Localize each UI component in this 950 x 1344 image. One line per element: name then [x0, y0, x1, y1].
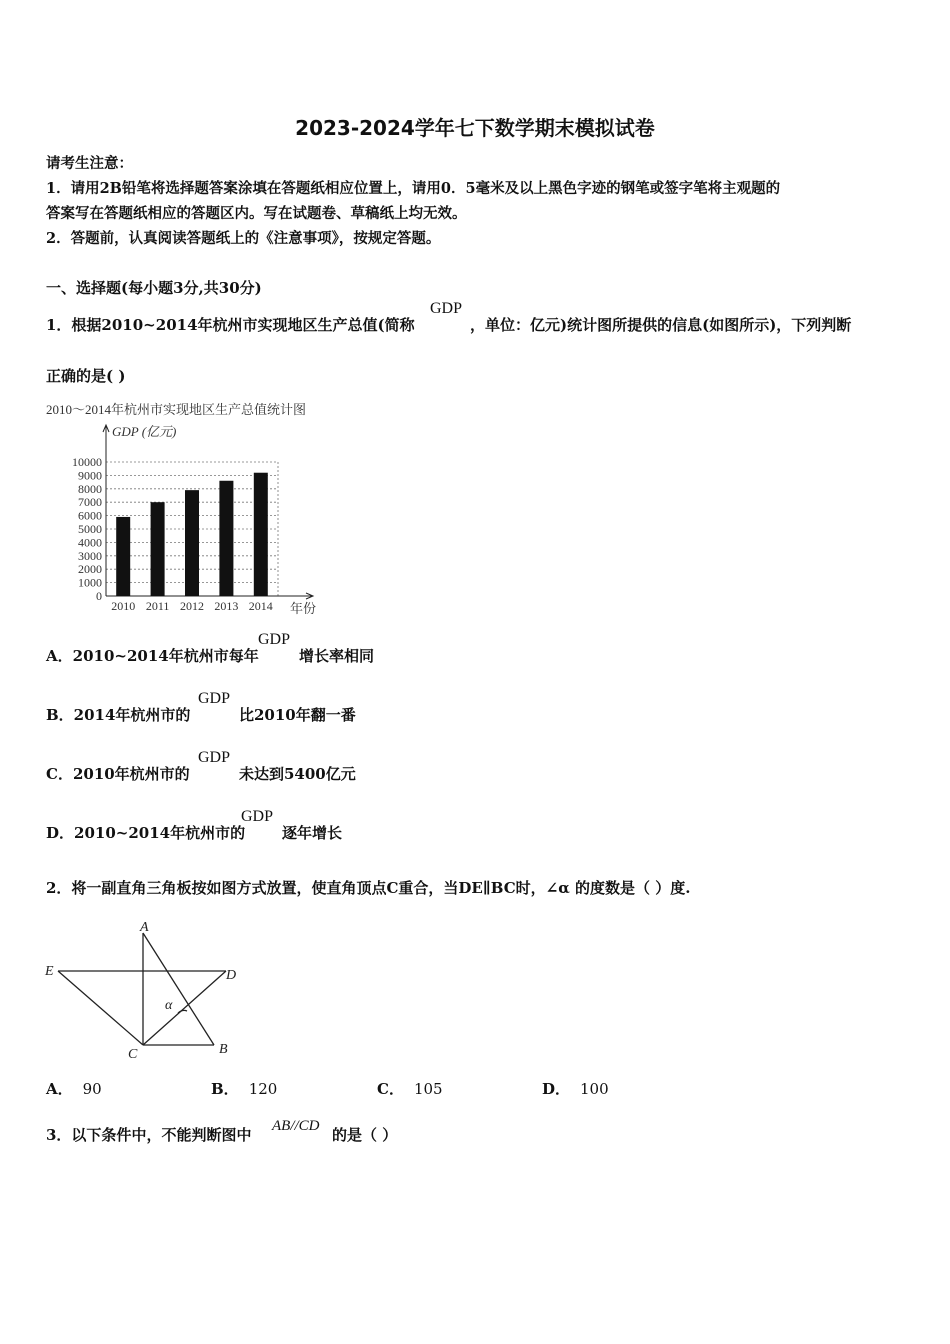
- q1-option-a-post: 增长率相同: [299, 647, 375, 665]
- q2-option-b-letter: B．: [211, 1080, 239, 1098]
- bar-2012: [185, 490, 199, 596]
- y-tick-label: 2000: [78, 562, 102, 577]
- segment-ec: [58, 971, 143, 1045]
- point-e-label: E: [45, 964, 54, 979]
- y-tick-label: 3000: [78, 548, 102, 563]
- q1-option-d-pre: D．2010~2014年杭州市的: [46, 824, 246, 842]
- q1-gdp-term: GDP: [430, 300, 463, 317]
- q1-option-a-pre: A．2010~2014年杭州市每年: [46, 647, 259, 665]
- q1-option-b-pre: B．2014年杭州市的: [46, 706, 191, 724]
- bar-2011: [151, 502, 165, 596]
- q2-stem: 2．将一副直角三角板按如图方式放置，使直角顶点C重合，当DE∥BC时，∠α 的度数是（ ）度.: [46, 879, 691, 897]
- segment-ab: [143, 933, 214, 1045]
- q2-option-a-value: 90: [82, 1080, 102, 1098]
- segment-dc: [143, 971, 226, 1045]
- bar-2013: [219, 481, 233, 596]
- bar-2014: [254, 473, 268, 596]
- y-tick-label: 1000: [78, 575, 102, 590]
- bar-2010: [116, 517, 130, 596]
- q2-option-a[interactable]: [46, 1078, 102, 1099]
- q2-option-c-letter: C．: [377, 1080, 404, 1098]
- x-tick-label: 2011: [145, 599, 170, 613]
- q1-option-d-gdp: GDP: [241, 808, 274, 825]
- gdp-bar-chart: [40, 398, 350, 618]
- q3-math-expression: AB//CD: [272, 1118, 320, 1134]
- y-tick-label: 4000: [78, 535, 102, 550]
- notice-line-1: 1．请用2B铅笔将选择题答案涂填在答题纸相应位置上，请用0．5毫米及以上黑色字迹的钢笔或签字笔将主观题的: [46, 180, 781, 197]
- q1-option-c-gdp: GDP: [198, 749, 231, 766]
- section-heading: 一、选择题(每小题3分,共30分): [46, 279, 262, 297]
- point-d-label: D: [226, 968, 237, 983]
- q3-stem-part1: 3．以下条件中，不能判断图中: [46, 1126, 252, 1144]
- triangle-diagram: [40, 915, 250, 1065]
- y-tick-label: 0: [96, 589, 102, 603]
- q1-stem-part1: 1．根据2010~2014年杭州市实现地区生产总值(简称: [46, 316, 415, 334]
- y-tick-label: 7000: [78, 495, 102, 510]
- point-b-label: B: [219, 1042, 228, 1057]
- angle-alpha-label: α: [165, 998, 173, 1013]
- notice-heading: 请考生注意：: [46, 155, 133, 172]
- chart-xlabel: 年份: [290, 601, 317, 616]
- page-title: 2023-2024学年七下数学期末模拟试卷: [295, 116, 655, 140]
- q2-option-c[interactable]: [377, 1078, 443, 1099]
- point-c-label: C: [128, 1047, 138, 1062]
- chart-plot-area: [72, 425, 313, 613]
- y-tick-label: 6000: [78, 508, 102, 523]
- x-tick-label: 2014: [248, 599, 273, 613]
- x-tick-label: 2013: [214, 599, 239, 613]
- chart-title: 2010～2014年杭州市实现地区生产总值统计图: [46, 402, 307, 417]
- y-tick-label: 5000: [78, 522, 102, 536]
- notice-line-3: 2．答题前，认真阅读答题纸上的《注意事项》，按规定答题。: [46, 230, 441, 247]
- q1-option-c-pre: C．2010年杭州市的: [46, 765, 190, 783]
- q2-option-d-value: 100: [580, 1080, 609, 1098]
- y-tick-label: 8000: [78, 481, 102, 496]
- q2-option-c-value: 105: [413, 1080, 443, 1098]
- q1-option-a-text[interactable]: [46, 645, 259, 666]
- q1-stem-part3: 正确的是( ): [46, 367, 126, 385]
- notice-line-2: 答案写在答题纸相应的答题区内。写在试题卷、草稿纸上均无效。: [46, 205, 467, 222]
- chart-ylabel: GDP (亿元): [112, 424, 177, 439]
- q3-stem-part2: 的是（ ）: [332, 1126, 398, 1144]
- x-tick-label: 2012: [180, 599, 204, 613]
- q1-stem-part2: ，单位：亿元)统计图所提供的信息(如图所示)，下列判断: [470, 316, 852, 334]
- q2-option-b[interactable]: [211, 1078, 277, 1099]
- q2-option-d-letter: D．: [542, 1080, 571, 1098]
- q2-option-a-letter: A．: [46, 1080, 73, 1098]
- y-tick-label: 10000: [72, 455, 102, 469]
- q1-option-d-post: 逐年增长: [282, 824, 343, 842]
- point-a-label: A: [140, 920, 149, 935]
- q1-option-b-post: 比2010年翻一番: [239, 706, 356, 724]
- x-tick-label: 2010: [111, 599, 136, 613]
- q1-option-d-text[interactable]: [46, 822, 245, 843]
- q2-option-b-value: 120: [248, 1080, 278, 1098]
- q1-option-b-gdp: GDP: [198, 690, 231, 707]
- q1-option-c-post: 未达到5400亿元: [239, 765, 356, 783]
- q1-option-c-text[interactable]: [46, 763, 190, 784]
- y-tick-label: 9000: [78, 468, 102, 483]
- q1-option-a-gdp: GDP: [258, 631, 291, 648]
- q1-option-b-text[interactable]: [46, 704, 190, 725]
- q2-option-d[interactable]: [542, 1078, 609, 1099]
